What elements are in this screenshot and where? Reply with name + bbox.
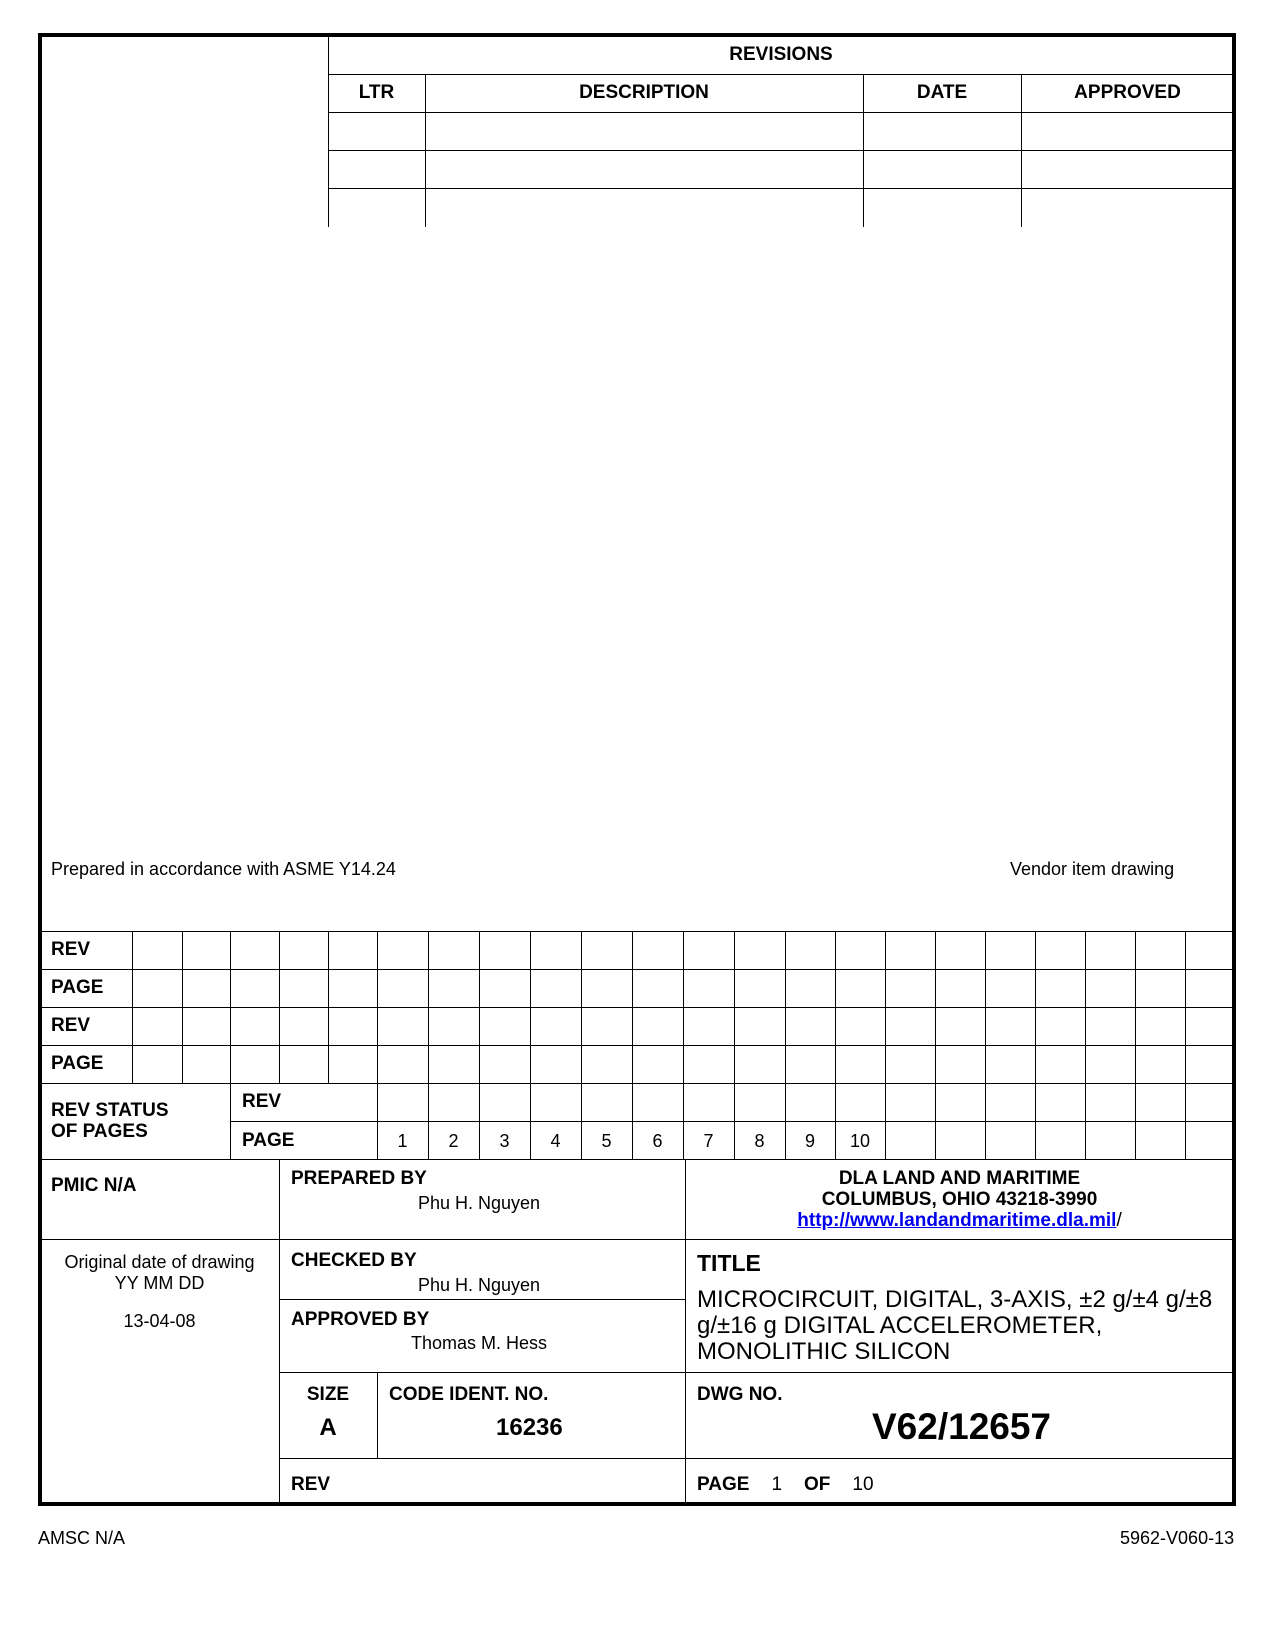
rev-status-rev-label: REV: [242, 1091, 282, 1112]
checked-by-name: Phu H. Nguyen: [418, 1275, 541, 1295]
organization-address: DLA LAND AND MARITIME COLUMBUS, OHIO 43218-3990 http://www.landandmaritime.dla.mil/: [797, 1168, 1122, 1231]
rev-label-1: REV: [51, 939, 91, 960]
vendor-note: Vendor item drawing: [1010, 859, 1175, 879]
page-label-1: PAGE: [51, 977, 104, 998]
size-value: A: [319, 1414, 337, 1441]
revisions-col-ltr: LTR: [358, 82, 395, 103]
rev-status-page-label: PAGE: [242, 1130, 295, 1151]
code-ident-value: 16236: [496, 1414, 563, 1441]
page-label-2: PAGE: [51, 1053, 104, 1074]
title-rev-label: REV: [291, 1474, 331, 1495]
page-number-cell: 5: [601, 1131, 612, 1151]
page-number-cell: 9: [804, 1131, 815, 1151]
page-number-cell: 10: [849, 1131, 871, 1151]
page-number-cell: 3: [499, 1131, 510, 1151]
revisions-col-date: DATE: [916, 82, 968, 103]
size-label: SIZE: [306, 1384, 350, 1405]
page-number-cell: 8: [754, 1131, 765, 1151]
dwg-no-label: DWG NO.: [697, 1384, 783, 1405]
revisions-col-description: DESCRIPTION: [579, 82, 709, 103]
amsc-note: AMSC N/A: [38, 1528, 126, 1548]
page-number-cell: 4: [550, 1131, 561, 1151]
revisions-heading: REVISIONS: [729, 44, 833, 65]
approved-by-label: APPROVED BY: [291, 1309, 430, 1330]
page-of-field: PAGE 1 OF 10: [697, 1474, 874, 1495]
page-number-cell: 1: [397, 1131, 408, 1151]
rev-status-label: REV STATUS OF PAGES: [51, 1100, 169, 1142]
prepared-note: Prepared in accordance with ASME Y14.24: [51, 859, 396, 879]
dwg-no-value: V62/12657: [872, 1406, 1052, 1447]
checked-by-label: CHECKED BY: [291, 1250, 417, 1271]
title-label: TITLE: [697, 1250, 761, 1276]
original-date-block: Original date of drawing YY MM DD 13-04-08: [64, 1252, 255, 1331]
prepared-by-name: Phu H. Nguyen: [418, 1193, 541, 1213]
form-number: 5962-V060-13: [1120, 1528, 1235, 1548]
pmic-label: PMIC N/A: [51, 1175, 137, 1196]
page-number-cell: 6: [652, 1131, 663, 1151]
page-number-cell: 2: [448, 1131, 459, 1151]
organization-url-link[interactable]: http://www.landandmaritime.dla.mil: [797, 1210, 1117, 1231]
prepared-by-label: PREPARED BY: [291, 1168, 427, 1189]
drawing-title: MICROCIRCUIT, DIGITAL, 3-AXIS, ±2 g/±4 g/±8 g/±16 g DIGITAL ACCELEROMETER, MONOLITHIC SILICON: [697, 1286, 1213, 1365]
code-ident-label: CODE IDENT. NO.: [389, 1384, 549, 1405]
approved-by-name: Thomas M. Hess: [411, 1333, 548, 1353]
revisions-col-approved: APPROVED: [1074, 82, 1181, 103]
rev-label-2: REV: [51, 1015, 91, 1036]
page-number-cell: 7: [703, 1131, 714, 1151]
